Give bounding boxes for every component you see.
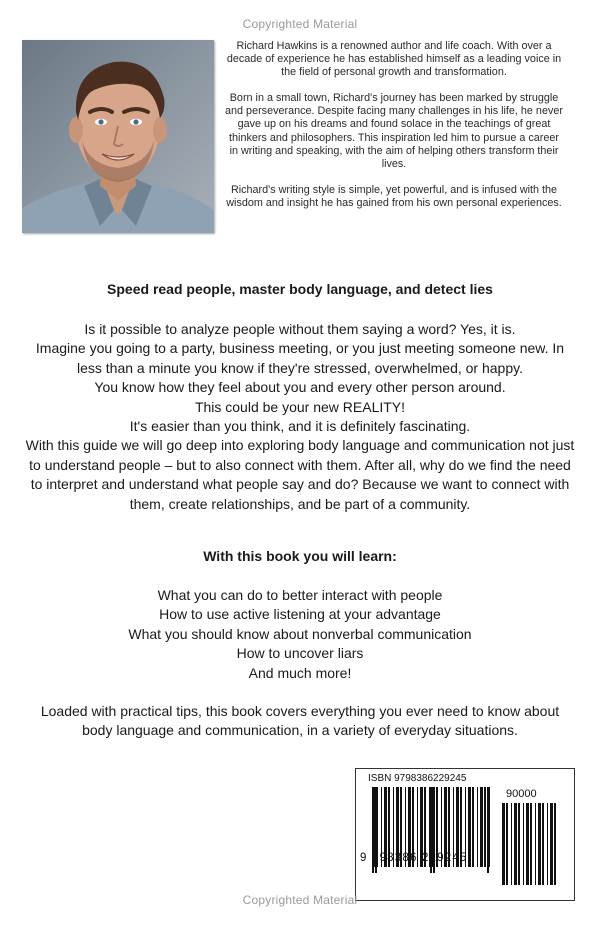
description-line: With this guide we will go deep into exploring body language and communication not just to understand people – but to also connect with them. After all, why do we find the need to interpret and understand what people say and do? Because we want to connect with them, create relationships, and be part of a community. xyxy=(25,437,575,512)
isbn-barcode-box xyxy=(355,768,575,901)
copyright-watermark-bottom: Copyrighted Material xyxy=(242,893,358,907)
description-line: Imagine you going to a party, business meeting, or you just meeting someone new. In less than a minute you know if they're stressed, overwhelmed, or happy. xyxy=(35,340,565,376)
barcode-bar xyxy=(511,803,512,885)
barcode-bar xyxy=(502,803,505,885)
description-line: This could be your new REALITY! xyxy=(194,398,406,415)
barcode-bar xyxy=(535,803,536,885)
author-bio-paragraph: Richard's writing style is simple, yet powerful, and is infused with the wisdom and insight he has gained from his own personal experiences. xyxy=(226,183,562,209)
learn-list-item: What you can do to better interact with people xyxy=(157,587,443,603)
learn-list-item: And much more! xyxy=(248,664,352,681)
barcode-bar xyxy=(518,803,520,885)
author-portrait-illustration xyxy=(22,40,214,233)
barcode-bar xyxy=(538,803,541,885)
barcode-bar xyxy=(550,803,553,885)
barcode-bar xyxy=(547,803,548,885)
barcode-bars xyxy=(356,769,574,900)
closing-paragraph: Loaded with practical tips, this book covers everything you ever need to know about body language and communication, in a variety of everyday situations. xyxy=(40,703,560,739)
description-line: You know how they feel about you and every other person around. xyxy=(94,379,506,396)
learn-list-item: How to uncover liars xyxy=(236,645,364,662)
copyright-watermark-top: Copyrighted Material xyxy=(242,17,358,31)
learn-heading: With this book you will learn: xyxy=(203,548,397,564)
barcode-bar xyxy=(506,803,508,885)
barcode-bar xyxy=(542,803,544,885)
barcode-bar xyxy=(526,803,529,885)
description-line: Is it possible to analyze people without them saying a word? Yes, it is. xyxy=(84,321,516,337)
description-line: It's easier than you think, and it is definitely fascinating. xyxy=(129,418,471,435)
learn-list-item: How to use active listening at your advantage xyxy=(159,606,441,623)
isbn-digits: 9 798386 229245 xyxy=(360,852,468,864)
barcode-bar xyxy=(530,803,532,885)
book-headline: Speed read people, master body language, and detect lies xyxy=(107,281,493,297)
barcode-bar xyxy=(514,803,517,885)
book-description xyxy=(22,320,578,514)
barcode-addon-price: 90000 xyxy=(506,788,537,800)
barcode-bar xyxy=(554,803,556,885)
barcode-bar xyxy=(523,803,524,885)
author-bio-paragraph: Richard Hawkins is a renowned author and life coach. With over a decade of experience he has established himself as a leading voice in the field of personal growth and transformation. xyxy=(226,40,562,79)
learn-list xyxy=(0,586,600,683)
author-bio xyxy=(224,40,564,223)
isbn-label: ISBN 9798386229245 xyxy=(368,773,467,784)
author-photo xyxy=(22,40,214,233)
learn-list-item: What you should know about nonverbal communication xyxy=(128,625,472,642)
author-bio-paragraph: Born in a small town, Richard's journey has been marked by struggle and perseverance. Despite facing many challenges in his life, he never gave up on his dreams and found solace in the teachings of great thinkers and philosophers. This inspiration led him to pursue a career in writing and speaking, with the aim of helping others transform their lives. xyxy=(225,92,563,170)
